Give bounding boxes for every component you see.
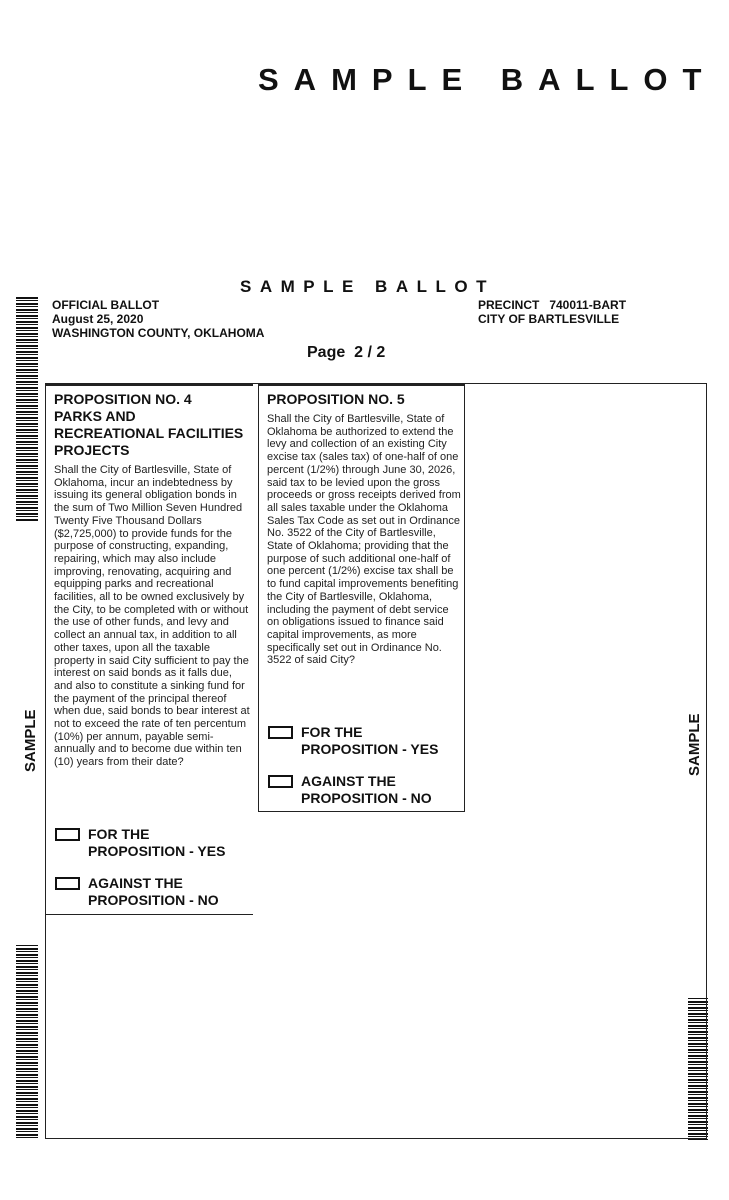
proposition-4-subtitle-1: PARKS AND bbox=[54, 408, 136, 424]
proposition-4-no-label-1: AGAINST THE bbox=[88, 875, 183, 891]
barcode-left-top bbox=[16, 297, 38, 522]
proposition-5-no-label-2: PROPOSITION - NO bbox=[301, 790, 432, 806]
proposition-4-no-label-2: PROPOSITION - NO bbox=[88, 892, 219, 908]
proposition-4-yes-option[interactable] bbox=[55, 826, 245, 862]
proposition-4-column bbox=[45, 383, 253, 915]
precinct-label: PRECINCT 740011-BART bbox=[478, 298, 627, 312]
proposition-5-yes-checkbox[interactable] bbox=[268, 726, 293, 739]
proposition-5-body: Shall the City of Bartlesville, State of Oklahoma be authorized to extend the levy and collection of an existing City excise tax (sales tax) of one-half of one percent (1/2%) through June 30, 2026, said tax to be levied upon the gross proceeds or gross receipts derived from all sales taxable under the Oklahoma Sales Tax Code as set out in Ordinance No. 3522 of the City of Bartlesville, State of Oklahoma; providing that the purpose of such additional one-half of one percent (1/2%) excise tax shall be to fund capital improvements benefiting the City of Bartlesville, Oklahoma, including the payment of debt service on obligations issued to finance said capital improvements, as more specifically set out in Ordinance No. 3522 of said City? bbox=[267, 413, 461, 667]
sample-label-right: SAMPLE bbox=[686, 713, 703, 776]
proposition-4-body: Shall the City of Bartlesville, State of Oklahoma, incur an indebtedness by issuing its general obligation bonds in the sum of Two Million Seven Hundred Twenty Five Thousand Dollars ($2,725,000) to provide funds for the purpose of constructing, expanding, repairing, which may also include improving, renovating, acquiring and equipping parks and recreational facilities, all to be owned exclusively by the City, to be completed with or without the use of other funds, and levy and collect an annual tax, in addition to all other taxes, upon all the taxable property in said City sufficient to pay the interest on said bonds as it falls due, and also to constitute a sinking fund for the payment of the principal thereof when due, said bonds to bear interest at not to exceed the rate of ten percentum (10%) per annum, payable semi-annually and to become due within ten (10) years from their date? bbox=[54, 464, 250, 769]
ballot-info-right bbox=[478, 298, 626, 326]
proposition-5-no-option[interactable] bbox=[268, 773, 458, 809]
proposition-4-subtitle-3: PROJECTS bbox=[54, 442, 130, 458]
city-name: CITY OF BARTLESVILLE bbox=[478, 312, 620, 326]
county-name: WASHINGTON COUNTY, OKLAHOMA bbox=[52, 326, 265, 340]
proposition-4-yes-checkbox[interactable] bbox=[55, 828, 80, 841]
proposition-4-subtitle-2: RECREATIONAL FACILITIES bbox=[54, 425, 244, 441]
proposition-4-title: PROPOSITION NO. 4 bbox=[54, 391, 192, 407]
election-date: August 25, 2020 bbox=[52, 312, 144, 326]
proposition-4-no-checkbox[interactable] bbox=[55, 877, 80, 890]
page-number: Page 2 / 2 bbox=[307, 344, 386, 361]
proposition-5-column bbox=[258, 383, 465, 812]
proposition-5-yes-label-1: FOR THE bbox=[301, 724, 363, 740]
main-title: SAMPLE BALLOT bbox=[258, 62, 717, 97]
proposition-5-no-checkbox[interactable] bbox=[268, 775, 293, 788]
proposition-5-yes-label-2: PROPOSITION - YES bbox=[301, 741, 439, 757]
proposition-5-title: PROPOSITION NO. 5 bbox=[267, 391, 405, 407]
proposition-5-no-label-1: AGAINST THE bbox=[301, 773, 396, 789]
proposition-5-yes-option[interactable] bbox=[268, 724, 458, 760]
ballot-info-left bbox=[52, 298, 264, 340]
proposition-4-no-option[interactable] bbox=[55, 875, 245, 911]
proposition-4-yes-label-1: FOR THE bbox=[88, 826, 150, 842]
sample-label-left: SAMPLE bbox=[22, 709, 39, 772]
barcode-left-bottom bbox=[16, 945, 38, 1140]
sub-title: SAMPLE BALLOT bbox=[240, 277, 495, 296]
official-ballot-label: OFFICIAL BALLOT bbox=[52, 298, 160, 312]
proposition-4-yes-label-2: PROPOSITION - YES bbox=[88, 843, 226, 859]
